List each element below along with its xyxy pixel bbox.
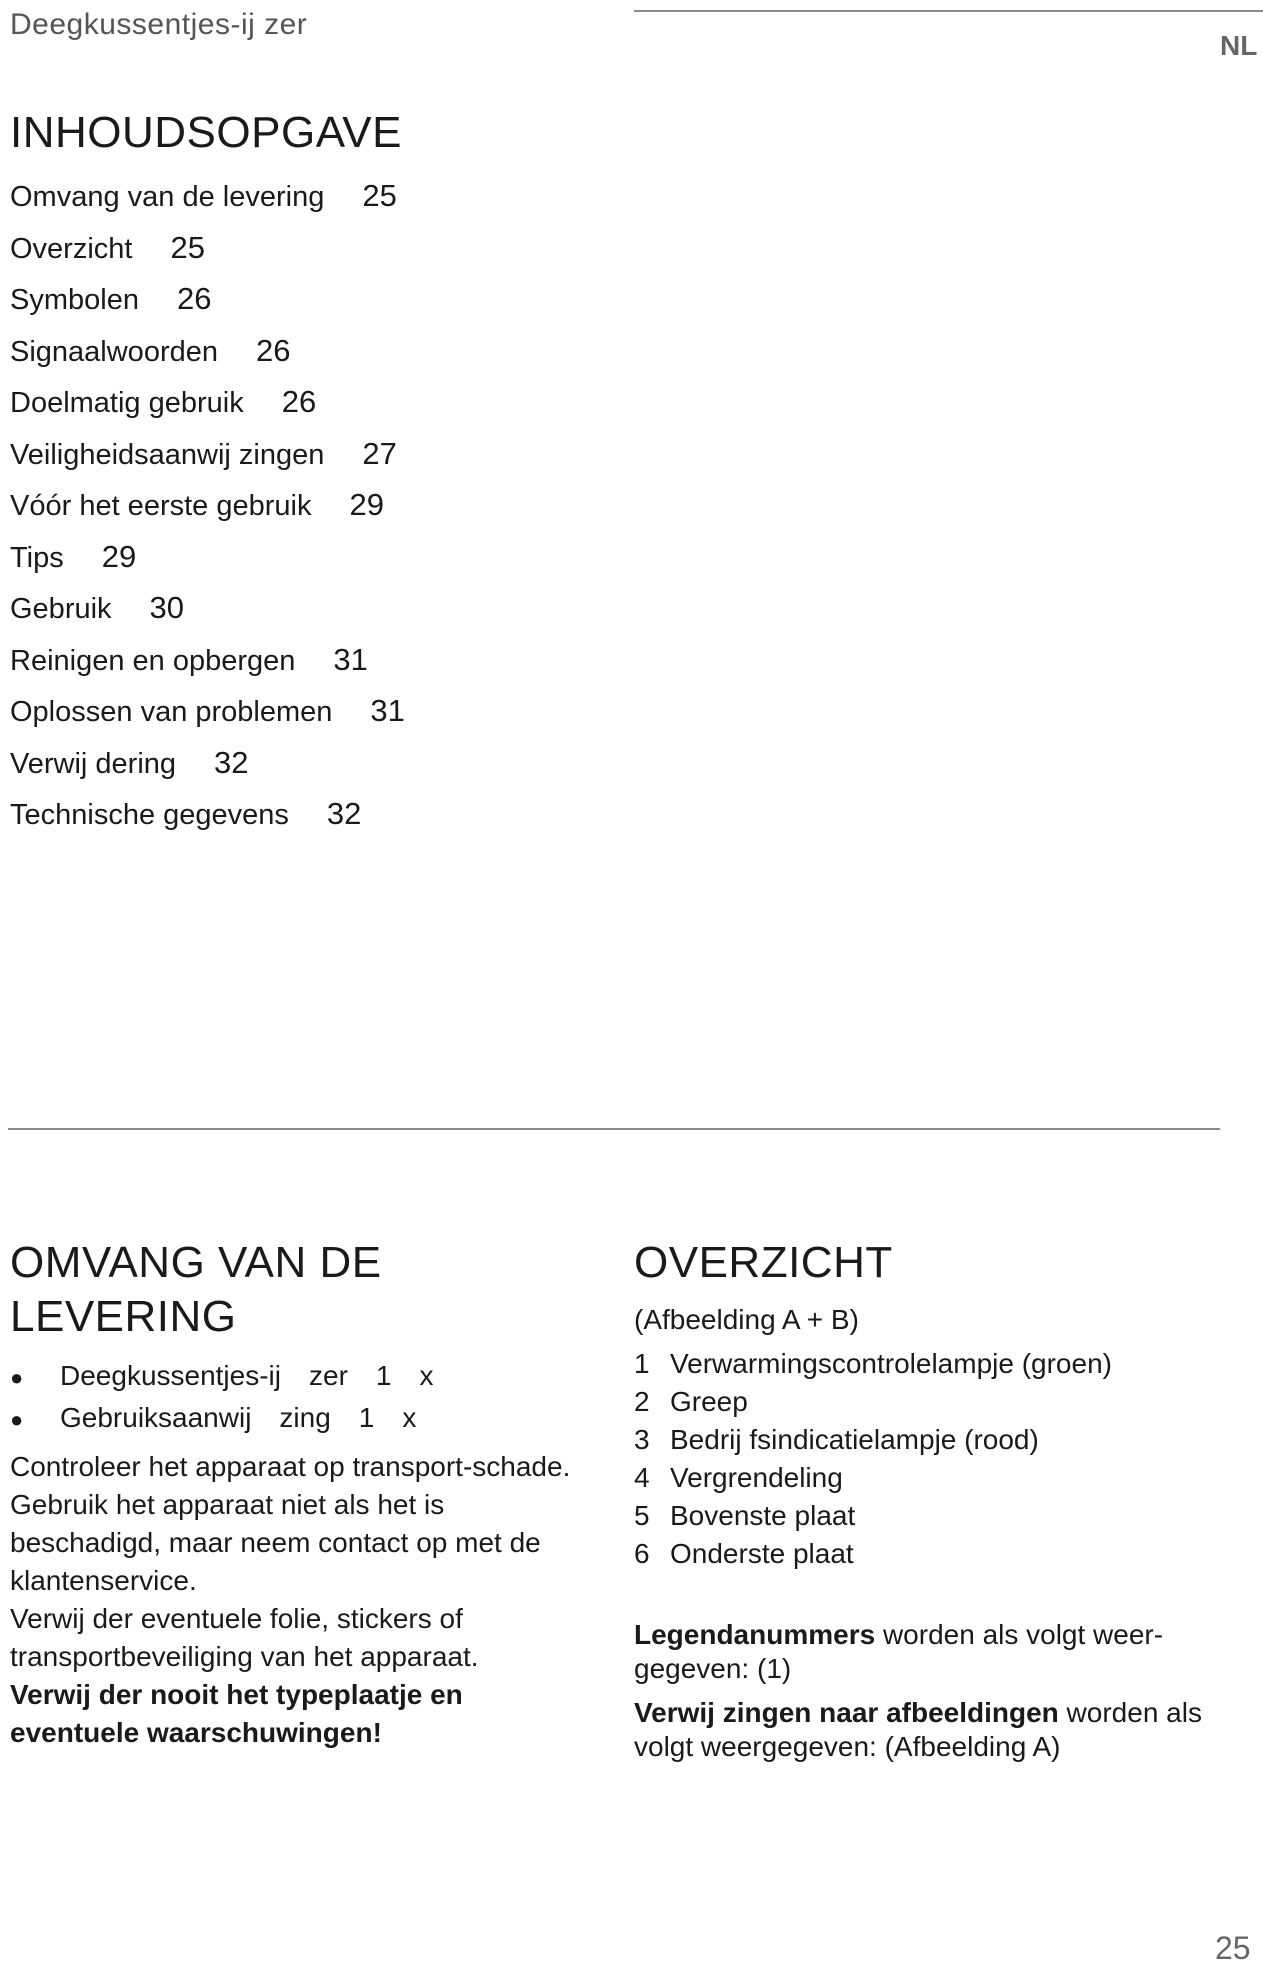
bullet-icon: ● <box>10 1407 24 1432</box>
toc-item-title: Vóór het eerste gebruik <box>10 490 312 522</box>
item-qty: 1 <box>358 1402 375 1433</box>
list-item <box>634 1386 1234 1424</box>
toc-item[interactable] <box>10 178 610 230</box>
toc-item[interactable] <box>10 487 610 539</box>
toc-heading: INHOUDSOPGAVE <box>10 108 402 157</box>
list-item <box>634 1538 1234 1576</box>
toc-item[interactable] <box>10 590 610 642</box>
delivery-warning: Verwij der nooit het typeplaatje en eventuele waarschuwingen! <box>10 1679 463 1748</box>
toc-item-title: Omvang van de levering <box>10 181 325 213</box>
item-name: zing <box>279 1402 331 1433</box>
overview-subtitle: (Afbeelding A + B) <box>634 1304 859 1335</box>
delivery-section <box>10 1236 590 1752</box>
item-unit: x <box>419 1360 434 1391</box>
language-label: NL <box>1220 30 1258 61</box>
toc-item[interactable] <box>10 384 610 436</box>
toc-item[interactable] <box>10 693 610 745</box>
legend-number: 1 <box>634 1348 650 1379</box>
toc-item-page: 26 <box>281 384 317 419</box>
toc-item-title: Symbolen <box>10 284 139 316</box>
toc-item-page: 25 <box>362 178 397 213</box>
legend-number: 3 <box>634 1424 650 1455</box>
list-item <box>634 1424 1234 1462</box>
note-text: worden als volgt weergegeven: (Afbeelding A) <box>634 1697 1202 1762</box>
toc-item-page: 30 <box>149 590 185 625</box>
toc-item-title: Gebruik <box>10 593 112 625</box>
toc-item-title: Veiligheidsaanwij zingen <box>10 438 325 471</box>
toc-item-title: Doelmatig gebruik <box>10 387 244 419</box>
toc-item-title: Overzicht <box>10 232 133 265</box>
table-of-contents <box>10 178 610 848</box>
running-title: Deegkussentjes-ij zer <box>10 8 308 41</box>
toc-item[interactable] <box>10 539 610 591</box>
overview-heading: OVERZICHT <box>634 1238 893 1287</box>
toc-item[interactable] <box>10 745 610 797</box>
header-rule <box>634 10 1263 12</box>
legend-label: Bovenste plaat <box>670 1500 856 1531</box>
legend-label: Bedrij fsindicatielampje (rood) <box>670 1424 1039 1455</box>
note-text: worden als volgt weer-gegeven: (1) <box>634 1619 1164 1684</box>
delivery-heading-line: OMVANG VAN DE <box>10 1238 382 1287</box>
overview-legend <box>634 1348 1234 1576</box>
note-bold: Legendanummers <box>634 1619 876 1650</box>
legend-number: 6 <box>634 1538 650 1569</box>
legend-label: Onderste plaat <box>670 1538 854 1569</box>
list-item <box>634 1462 1234 1500</box>
legend-label: Greep <box>670 1386 748 1417</box>
toc-item[interactable] <box>10 642 610 694</box>
toc-item-page: 32 <box>326 796 362 831</box>
toc-item-page: 32 <box>214 744 249 780</box>
toc-item[interactable] <box>10 436 610 488</box>
list-item <box>10 1402 590 1444</box>
item-name: Gebruiksaanwij <box>60 1402 252 1433</box>
note-bold: Verwij zingen naar afbeeldingen <box>634 1697 1059 1728</box>
overview-note <box>634 1696 1234 1764</box>
toc-item-page: 26 <box>255 332 291 368</box>
page-number: 25 <box>1215 1930 1251 1966</box>
item-unit: x <box>402 1402 417 1433</box>
toc-item[interactable] <box>10 230 610 282</box>
item-name: Deegkussentjes-ij <box>60 1360 281 1391</box>
overview-note <box>634 1618 1234 1686</box>
toc-item-title: Reinigen en opbergen <box>10 644 296 677</box>
legend-label: Verwarmingscontrolelampje (groen) <box>670 1348 1112 1379</box>
toc-item-page: 27 <box>362 435 397 471</box>
toc-item-page: 31 <box>333 641 368 677</box>
delivery-heading-line: LEVERING <box>10 1292 237 1341</box>
delivery-paragraph: Verwij der eventuele folie, stickers of transportbeveiliging van het apparaat. <box>10 1603 479 1672</box>
toc-item-page: 26 <box>176 281 212 316</box>
item-name: zer <box>309 1360 348 1391</box>
toc-item-title: Verwij dering <box>10 747 177 780</box>
item-qty: 1 <box>375 1360 392 1391</box>
list-item <box>10 1360 590 1402</box>
delivery-heading <box>10 1236 590 1344</box>
toc-item-title: Tips <box>10 541 64 574</box>
toc-item-page: 29 <box>349 487 384 522</box>
toc-item-title: Signaalwoorden <box>10 335 218 368</box>
list-item <box>634 1500 1234 1538</box>
toc-item-page: 29 <box>101 538 137 574</box>
legend-number: 2 <box>634 1386 650 1417</box>
legend-label: Vergrendeling <box>670 1462 843 1493</box>
delivery-list <box>10 1360 590 1444</box>
toc-item-title: Technische gegevens <box>10 799 289 831</box>
toc-item[interactable] <box>10 333 610 385</box>
section-divider <box>8 1128 1220 1130</box>
legend-number: 4 <box>634 1462 650 1493</box>
overview-section <box>634 1236 1234 1764</box>
toc-item-title: Oplossen van problemen <box>10 696 333 728</box>
list-item <box>634 1348 1234 1386</box>
delivery-paragraph: Controleer het apparaat op transport-schade. Gebruik het apparaat niet als het is beschadigd, maar neem contact op met de klantenservice. <box>10 1451 571 1596</box>
toc-item[interactable] <box>10 796 610 848</box>
toc-item-page: 31 <box>370 693 405 728</box>
legend-number: 5 <box>634 1500 650 1531</box>
toc-item[interactable] <box>10 281 610 333</box>
toc-item-page: 25 <box>170 229 205 265</box>
bullet-icon: ● <box>10 1365 24 1390</box>
